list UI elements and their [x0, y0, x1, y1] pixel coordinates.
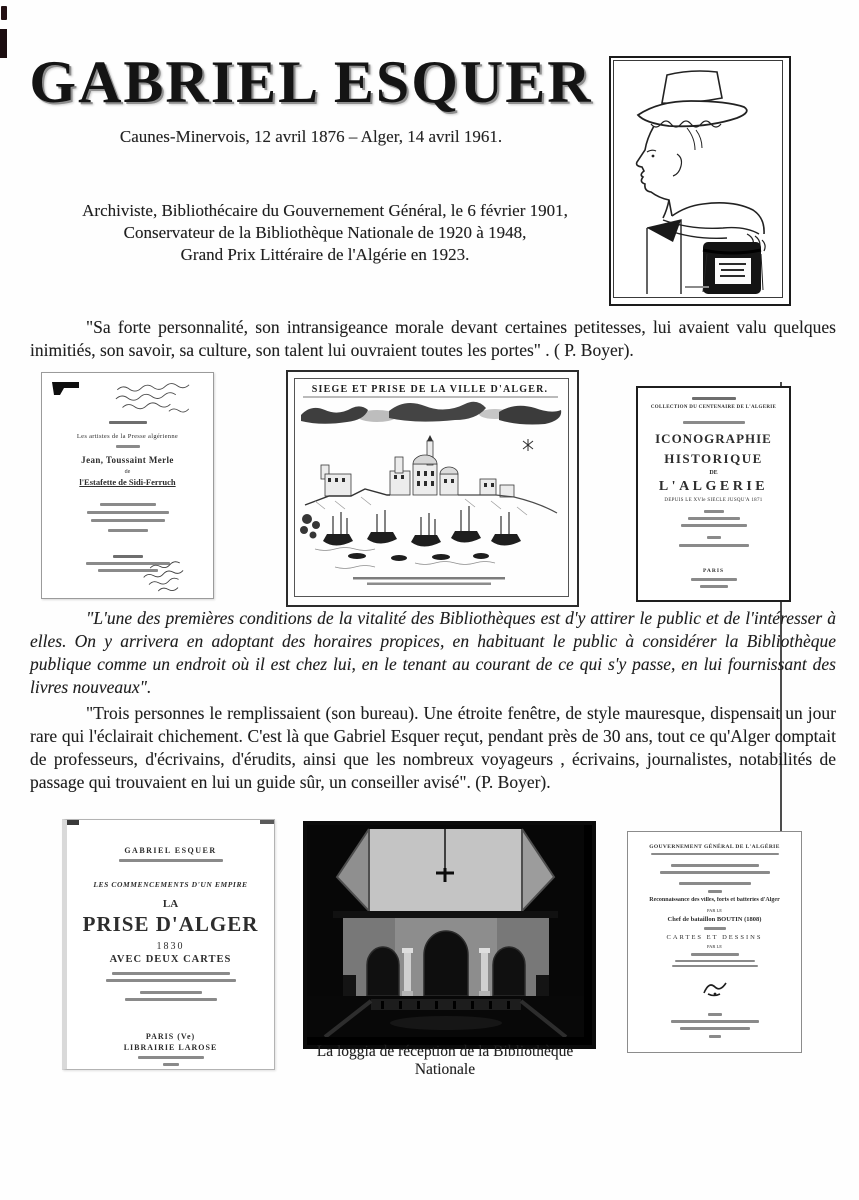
illegible-text-line: [681, 524, 747, 527]
quote-esquer-libraries: "L'une des premières conditions de la vitalité des Bibliothèques est d'y attirer le public et de l'intéresser à elles. On y arrivera en adoptant des horaires propices, en habituant le public à considérer la Bibliothèque publique comme un endroit où il est chez lui, en le tenant au courant de ce qui s'y passe, en lui fournissant des livres nouveaux".: [30, 608, 836, 697]
ink-stamp-mark: [52, 382, 82, 396]
header-rule: [651, 853, 779, 855]
illegible-text-line: [140, 991, 202, 994]
de-line: DE: [709, 470, 718, 476]
scan-artifact-mark: [0, 29, 7, 58]
illegible-text-line: [660, 871, 770, 874]
illegible-text-line: [700, 585, 728, 588]
illegible-text-line: [708, 890, 722, 893]
illegible-text-line: [709, 1035, 721, 1038]
illegible-text-line: [163, 1063, 179, 1066]
illegible-text-line: [138, 1056, 204, 1059]
photo-caption: La loggia de réception de la Bibliothèque Nationale: [316, 1043, 574, 1078]
book-cover-boutin: [627, 831, 802, 1053]
title-line-3: L'ALGERIE: [658, 479, 769, 494]
illegible-text-line: [671, 864, 759, 867]
page-title: GABRIEL ESQUER: [29, 49, 593, 115]
illegible-text-line: [688, 517, 740, 520]
illegible-text-line: [112, 972, 230, 975]
quote-boyer-1: "Sa forte personnalité, son intransigeance morale devant certaines petitesses, lui avaient valu quelques inimitiés, son savoir, sa culture, son talent lui ouvraient toutes les portes" . ( P. Boyer).: [30, 317, 836, 360]
illegible-text-line: [108, 529, 148, 532]
engraving-title: SIEGE ET PRISE DE LA VILLE D'ALGER.: [311, 384, 549, 395]
illegible-text-line: [692, 397, 736, 400]
illegible-text-line: [100, 503, 156, 506]
illegible-text-line: [708, 1013, 722, 1016]
book-cover-estafette: [41, 372, 214, 599]
illegible-text-line: [679, 544, 749, 547]
author-line: Jean, Toussaint Merle: [81, 455, 174, 465]
illegible-text-line: [119, 859, 223, 862]
handwritten-dedication: [112, 379, 204, 419]
quote-boyer-2: "Trois personnes le remplissaient (son bureau). Une étroite fenêtre, de style mauresque, dispensait un jour rare qui l'éclairait chichement. C'est là que Gabriel Esquer reçut, pendant près de 30 ans, tout ce qu'Alger comptait de professeurs, d'écrivains, d'érudits, ainsi que les nombreux voyageurs , écrivains, journalistes, notabilités de passage qui trouvaient en lui un guide sûr, un conseiller avisé". (P. Boyer).: [30, 703, 836, 792]
career-line: Grand Prix Littéraire de l'Algérie en 1923.: [180, 245, 470, 264]
caricature-portrait-drawing: [611, 58, 785, 300]
illegible-text-line: [680, 1027, 750, 1030]
illegible-text-line: [91, 519, 165, 522]
title-la: LA: [162, 898, 179, 910]
title-main: PRISE D'ALGER: [82, 912, 259, 936]
year-line: 1830: [156, 941, 185, 952]
handwritten-note: [134, 559, 204, 595]
portrait-frame: [609, 56, 791, 306]
illegible-text-line: [671, 1020, 759, 1023]
illegible-text-line: [707, 536, 721, 539]
illegible-text-line: [704, 510, 724, 513]
publisher-line: LIBRAIRIE LAROSE: [123, 1043, 218, 1052]
career-line: Conservateur de la Bibliothèque Nationale de 1920 à 1948,: [123, 223, 527, 242]
illegible-text-line: [113, 555, 143, 558]
title-line: l'Estafette de Sidi-Ferruch: [79, 477, 176, 487]
scan-smudge: [67, 820, 79, 825]
printer-ornament: [700, 978, 730, 998]
city-line: PARIS: [702, 568, 725, 574]
header-line: GOUVERNEMENT GÉNÉRAL DE L'ALGÉRIE: [649, 844, 780, 850]
subtitle-line: DEPUIS LE XVIe SIÈCLE JUSQU'À 1871: [664, 498, 763, 503]
loggia-photo-frame: [303, 821, 596, 1049]
illegible-text-line: [691, 953, 739, 956]
collection-line: COLLECTION DU CENTENAIRE DE L'ALGÉRIE: [650, 405, 777, 410]
illegible-text-line: [675, 960, 755, 962]
series-line: LES COMMENCEMENTS D'UN EMPIRE: [93, 880, 248, 889]
illegible-text-line: [87, 511, 169, 514]
illegible-text-line: [125, 998, 217, 1001]
title-line-2: HISTORIQUE: [664, 451, 763, 466]
engraving-inner-frame: [294, 378, 569, 597]
book-cover-iconographie: [636, 386, 791, 602]
career-summary: [35, 200, 615, 266]
city-line: PARIS (Ve): [145, 1032, 196, 1041]
illegible-text-line: [106, 979, 236, 982]
par-le-line-2: PAR LE: [707, 944, 722, 949]
book-cover-prise-dalger: [62, 819, 275, 1070]
life-dates: Caunes-Minervois, 12 avril 1876 – Alger, 14 avril 1961.: [119, 127, 503, 146]
de-line: de: [124, 469, 131, 475]
title-line: Reconnaissance des villes, forts et batteries d'Alger: [649, 897, 780, 903]
author-line: Chef de bataillon BOUTIN (1808): [667, 916, 762, 923]
scan-smudge: [260, 820, 274, 824]
illegible-text-line: [691, 578, 737, 581]
illegible-text-line: [672, 965, 758, 967]
illegible-text-line: [683, 421, 745, 424]
illegible-text-line: [704, 927, 726, 930]
illegible-text-line: [679, 882, 751, 885]
par-le-line: PAR LE: [707, 908, 722, 913]
series-line: Les artistes de la Presse algérienne: [76, 433, 179, 440]
cartes-line: CARTES ET DESSINS: [666, 934, 763, 941]
engraving-siege-alger: [295, 379, 566, 594]
engraving-frame: [286, 370, 579, 607]
loggia-photograph: [307, 825, 584, 1037]
author-line: GABRIEL ESQUER: [124, 846, 217, 855]
illegible-text-line: [116, 445, 140, 448]
illegible-text-line: [109, 421, 147, 424]
cartes-line: AVEC DEUX CARTES: [109, 954, 232, 965]
scan-artifact-mark: [1, 6, 7, 20]
title-line-1: ICONOGRAPHIE: [655, 431, 772, 446]
career-line: Archiviste, Bibliothécaire du Gouvernement Général, le 6 février 1901,: [82, 201, 568, 220]
